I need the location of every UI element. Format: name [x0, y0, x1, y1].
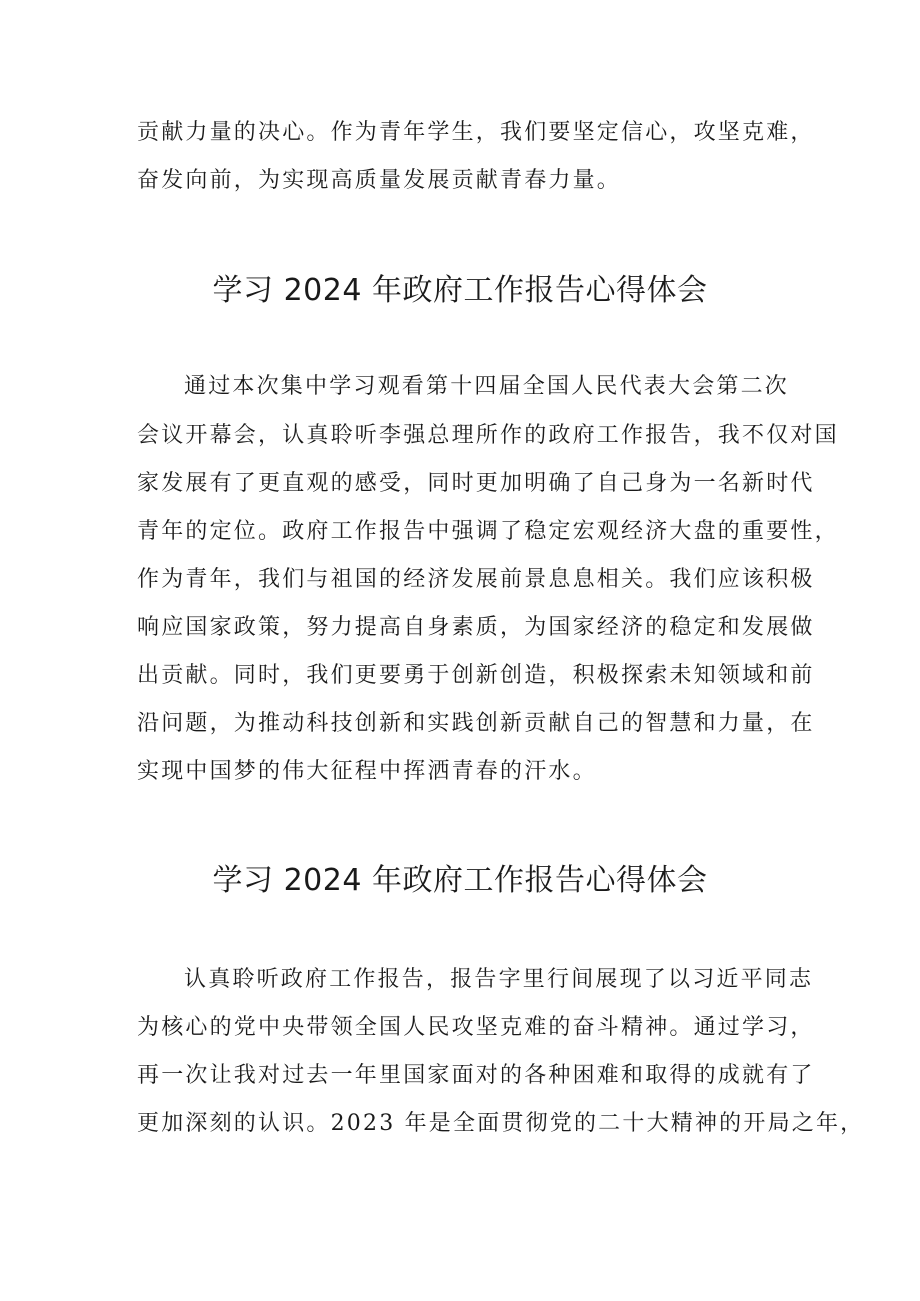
continuation-line-2: 奋发向前，为实现高质量发展贡献青春力量。 [137, 168, 622, 193]
section-2-line-2: 为核心的党中央带领全国人民攻坚克难的奋斗精神。通过学习， [137, 1015, 815, 1040]
section-1-line-6: 响应国家政策，努力提高自身素质，为国家经济的稳定和发展做 [137, 615, 815, 640]
section-2-line-4: 更加深刻的认识。2023 年是全面贯彻党的二十大精神的开局之年， [137, 1111, 865, 1136]
section-1-line-1: 通过本次集中学习观看第十四届全国人民代表大会第二次 [184, 374, 790, 399]
section-1-title: 学习 2024 年政府工作报告心得体会 [212, 273, 708, 308]
section-1-line-8: 沿问题，为推动科技创新和实践创新贡献自己的智慧和力量，在 [137, 711, 815, 736]
section-1-line-5: 作为青年，我们与祖国的经济发展前景息息相关。我们应该积极 [137, 567, 815, 592]
section-2-title: 学习 2024 年政府工作报告心得体会 [212, 863, 708, 898]
section-2-line-3: 再一次让我对过去一年里国家面对的各种困难和取得的成就有了 [137, 1063, 815, 1088]
section-1-line-4: 青年的定位。政府工作报告中强调了稳定宏观经济大盘的重要性， [137, 519, 839, 544]
section-1-line-3: 家发展有了更直观的感受，同时更加明确了自己身为一名新时代 [137, 471, 815, 496]
section-2-line-1: 认真聆听政府工作报告，报告字里行间展现了以习近平同志 [184, 967, 814, 992]
section-1-line-9: 实现中国梦的伟大征程中挥洒青春的汗水。 [137, 759, 597, 784]
section-1-line-2: 会议开幕会，认真聆听李强总理所作的政府工作报告，我不仅对国 [137, 423, 839, 448]
section-1-line-7: 出贡献。同时，我们更要勇于创新创造，积极探索未知领域和前 [137, 663, 815, 688]
continuation-line-1: 贡献力量的决心。作为青年学生，我们要坚定信心，攻坚克难， [137, 120, 815, 145]
